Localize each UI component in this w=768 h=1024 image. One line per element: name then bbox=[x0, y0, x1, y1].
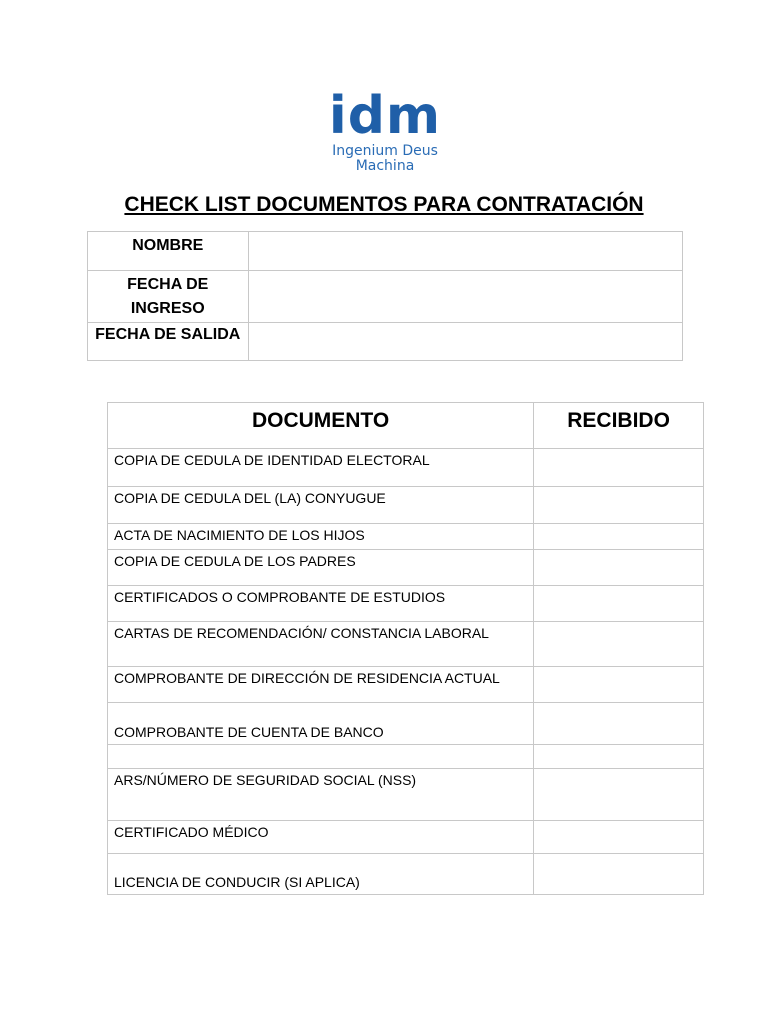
received-cell[interactable] bbox=[534, 487, 704, 524]
document-row bbox=[108, 622, 704, 667]
received-cell[interactable] bbox=[534, 449, 704, 487]
document-row bbox=[108, 821, 704, 854]
info-label-text: INGRESO bbox=[130, 300, 205, 317]
document-name: COMPROBANTE DE DIRECCIÓN DE RESIDENCIA ACTUAL bbox=[108, 667, 534, 703]
document-name: ARS/NÚMERO DE SEGURIDAD SOCIAL (NSS) bbox=[108, 769, 534, 821]
info-row-nombre bbox=[88, 232, 683, 271]
info-row-fecha-ingreso bbox=[88, 271, 683, 323]
document-row bbox=[108, 854, 704, 895]
header-recibido: RECIBIDO bbox=[534, 403, 704, 449]
info-label-fecha-salida bbox=[88, 323, 249, 361]
info-label-text: FECHA DE bbox=[127, 276, 209, 293]
received-cell[interactable] bbox=[534, 524, 704, 550]
received-cell[interactable] bbox=[534, 703, 704, 745]
header-documento: DOCUMENTO bbox=[108, 403, 534, 449]
document-name: COMPROBANTE DE CUENTA DE BANCO bbox=[108, 703, 534, 745]
received-cell[interactable] bbox=[534, 550, 704, 586]
logo-name-line-1: Ingenium Deus bbox=[332, 143, 438, 159]
info-value-nombre[interactable] bbox=[248, 232, 683, 271]
document-row bbox=[108, 550, 704, 586]
document-name: COPIA DE CEDULA DE LOS PADRES bbox=[108, 550, 534, 586]
document-name: COPIA DE CEDULA DEL (LA) CONYUGUE bbox=[108, 487, 534, 524]
document-name: ACTA DE NACIMIENTO DE LOS HIJOS bbox=[108, 524, 534, 550]
received-cell[interactable] bbox=[534, 769, 704, 821]
document-name: CARTAS DE RECOMENDACIÓN/ CONSTANCIA LABORAL bbox=[108, 622, 534, 667]
documents-header-row bbox=[108, 403, 704, 449]
document-name: CERTIFICADOS O COMPROBANTE DE ESTUDIOS bbox=[108, 586, 534, 622]
received-cell[interactable] bbox=[534, 821, 704, 854]
received-cell[interactable] bbox=[534, 745, 704, 769]
document-row bbox=[108, 769, 704, 821]
logo-name-line-2: Machina bbox=[355, 158, 415, 174]
company-logo bbox=[300, 88, 470, 174]
info-label-fecha-ingreso bbox=[88, 271, 249, 323]
document-row bbox=[108, 667, 704, 703]
received-cell[interactable] bbox=[534, 854, 704, 895]
logo-mark: idm bbox=[328, 86, 442, 146]
document-name bbox=[108, 745, 534, 769]
document-title: CHECK LIST DOCUMENTOS PARA CONTRATACIÓN bbox=[124, 193, 644, 216]
document-row bbox=[108, 487, 704, 524]
document-row bbox=[108, 586, 704, 622]
info-label-nombre bbox=[88, 232, 249, 271]
document-name: LICENCIA DE CONDUCIR (SI APLICA) bbox=[108, 854, 534, 895]
documents-checklist-table bbox=[107, 402, 704, 895]
info-value-fecha-salida[interactable] bbox=[248, 323, 683, 361]
document-row bbox=[108, 449, 704, 487]
received-cell[interactable] bbox=[534, 667, 704, 703]
document-row-empty bbox=[108, 745, 704, 769]
document-row bbox=[108, 524, 704, 550]
info-row-fecha-salida bbox=[88, 323, 683, 361]
employee-info-table bbox=[87, 231, 683, 361]
info-label-text: NOMBRE bbox=[132, 237, 204, 254]
received-cell[interactable] bbox=[534, 586, 704, 622]
received-cell[interactable] bbox=[534, 622, 704, 667]
info-label-text: FECHA DE SALIDA bbox=[95, 326, 241, 343]
document-name: CERTIFICADO MÉDICO bbox=[108, 821, 534, 854]
info-value-fecha-ingreso[interactable] bbox=[248, 271, 683, 323]
document-row bbox=[108, 703, 704, 745]
document-name: COPIA DE CEDULA DE IDENTIDAD ELECTORAL bbox=[108, 449, 534, 487]
